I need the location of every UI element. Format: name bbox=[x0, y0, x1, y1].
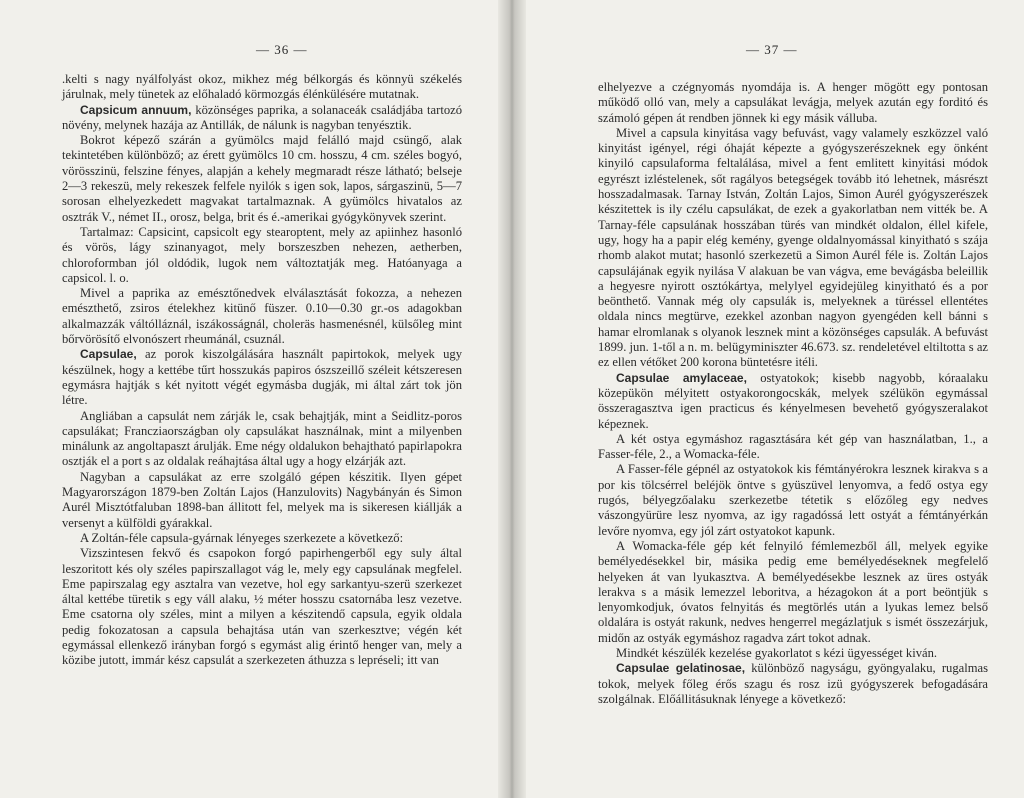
paragraph-text: .kelti s nagy nyálfolyást okoz, mikhez még bélkorgás és könnyü székelés járulnak, mely tünetek az előhaladó körmozgás élénkülésére mutatnak. bbox=[62, 72, 462, 102]
book-gutter bbox=[498, 0, 526, 798]
paragraph-text: A Womacka-féle gép két felnyiló fémlemezből áll, melyek egyike bemélyedésekkel bir, másika pedig eme bemélyedéseknek megfelelő helyeken át van lyukasztva. A bemélyedésekbe lesznek az üres ostyák lerakva s a másik lemezzel leboritva, a hézagokon át a port beöntjük s lenyomkodjuk, óvatos felnyitás és megtörlés után a lyukas lemez belső oldalára is ostyát rakunk, nedves hengerrel megázlatjuk s ismét összezárjuk, midőn az ostyák egymáshoz ragadva zárt tokot adnak. bbox=[598, 538, 988, 645]
paragraph-text: Mivel a paprika az emésztőnedvek elválasztását fokozza, a nehezen emészthető, zsiros ételekhez kitünő füszer. 0.10—0.30 gr.-os adagokban alkalmazzák váltólláznál, iszákosságnál, choleräs hasmenésnél, külsőleg mint bőrvörösítő elvonószert rheumánál, csuznál. bbox=[62, 286, 462, 347]
paragraph bbox=[62, 103, 462, 134]
paragraph bbox=[62, 72, 462, 103]
term-heading: Capsulae gelatinosae, bbox=[616, 661, 746, 676]
paragraph-text: Mindkét készülék kezelése gyakorlatot s kézi ügyességet kiván. bbox=[616, 645, 938, 660]
right-page bbox=[512, 0, 1024, 798]
paragraph bbox=[598, 661, 988, 707]
page-body bbox=[62, 72, 462, 669]
paragraph-text: különböző nagyságu, gyöngyalaku, rugalmas tokok, melyek főleg érős szagu és rosz izü gyógyszerek befogadására szolgálnak. Előállitásuknak lényege a következő: bbox=[598, 661, 989, 706]
paragraph bbox=[598, 462, 988, 538]
paragraph bbox=[62, 470, 462, 531]
paragraph-text: Mivel a capsula kinyitása vagy befuvást, vagy valamely eszközzel való kinyitást igényel, régi óhaját képezte a gyógyszerészeknek egy önként kinyiló capsulaforma feltalálása, mivel a fent emlitett kinyitási módok egyrészt izléstelenek, sőt ragályos betegségek tovább itó lehetnek, másrészt hosszadalmasak. Tarnay István, Zoltán Lajos, Simon Aurél gyógyszerészek készitettek is ily czélu capsulákat, de ezek a gyakorlatban nem vitték be. A Tarnay-féle capsulának hosszában türés van mindkét oldalon, éllel kifele, ugy, hogy ha a papir elég kemény, gyenge oldalnyomással kinyitható s szája rhomb alakot mutat; hasonló szerkezetü a Simon Aurél féle is. Zoltán Lajos capsulájának egyik nyilása V alakuan be van vágva, eme bevágásba beleillik a hegyesre nyirott osztókártya, melylyel egyidejüleg kinyitható és a por beönthető. Vannak még oly capsulák is, melyeknek a türéssel ellentétes oldala nincs megtürve, ezekkel azonban nagyon gyengéden kell bánni s hamar elromlanak s olyanok lesznek mint a közönséges capsulák. A befuvást 1899. jun. 1-től a n. m. belügyminiszter 46.673. sz. rendeletével eltiltotta s az ez ellen vétőket 200 korona büntetésre itéli. bbox=[598, 125, 988, 370]
paragraph bbox=[62, 409, 462, 470]
paragraph bbox=[598, 432, 988, 463]
paragraph-text: Nagyban a capsulákat az erre szolgáló gépen készitik. Ilyen gépet Magyarországon 1879-ben Zoltán Lajos (Hanzulovits) Nagybányán és Simon Aurél Misztótfaluban 1898-ban állitott fel, melyek ma is sikeresen kiállják a versenyt a külföldi gyárakkal. bbox=[62, 469, 462, 530]
paragraph-text: A két ostya egymáshoz ragasztására két gép van használatban, 1., a Fasser-féle, 2., a Womacka-féle. bbox=[598, 431, 988, 462]
paragraph bbox=[598, 646, 988, 661]
paragraph-text: A Zoltán-féle capsula-gyárnak lényeges szerkezete a következő: bbox=[80, 530, 404, 545]
paragraph-text: közönséges paprika, a solanaceák családjába tartozó növény, melynek hazája az Antillák, de nálunk is nagyban tenyésztik. bbox=[62, 102, 463, 132]
paragraph bbox=[62, 531, 462, 546]
paragraph bbox=[598, 539, 988, 646]
paragraph bbox=[598, 371, 988, 432]
page-number: — 36 — bbox=[256, 42, 308, 57]
term-heading: Capsulae, bbox=[80, 347, 137, 362]
paragraph-text: Bokrot képező szárán a gyümölcs majd felálló majd csüngő, alak tekintetében különböző; az érett gyümölcs 10 cm. hosszu, 4 cm. széles bogyó, vörösszinü, felszine fényes, alapján a kehely megmaradt része látható; belseje 2—3 rekeszü, mely rekeszek felfele nyilók s igen sok, lapos, sárgaszinü, 5—7 sorosan elhelyezkedett magvakat tartalmaznak. A gyümölcs hivatalos az osztrák V., német II., orosz, belga, brit és é.-amerikai gyógykönyvek szerint. bbox=[62, 133, 462, 224]
page-number: — 37 — bbox=[746, 42, 798, 57]
term-heading: Capsulae amylaceae, bbox=[616, 370, 747, 385]
paragraph bbox=[62, 347, 462, 408]
paragraph-text: Vizszintesen fekvő és csapokon forgó papirhengerből egy suly által leszoritott kés oly széles papirszallagot vág le, mely egy capsulának megfelel. Eme papirszalag egy asztalra van vezetve, hol egy sarkantyu-szerü szerkezet által kettébe türetik s egy váll alaku, ½ méter hosszu csatornába lesz vezetve. Eme csatorna oly széles, mint a milyen a készitendő capsula, egyik oldala pedig fokozatosan a capsula behajtása után van szerkesztve; végén két egymással ellenkező irányban forgó s egymást alig érintő henger van, mely a közibe jutott, immár kész capsulát a szerkezeten áthuzza s lepréseli; itt van bbox=[62, 546, 462, 668]
paragraph bbox=[62, 133, 462, 225]
term-heading: Capsicum annuum, bbox=[80, 102, 192, 117]
paragraph bbox=[62, 286, 462, 347]
paragraph bbox=[598, 80, 988, 126]
paragraph-text: az porok kiszolgálására használt papirtokok, melyek ugy készülnek, hogy a kettébe tűrt hosszukás papiros ószszeillő széleit kétszeresen egymásra hajtják s két nyitott végét egymásba dugják, mi által zárt tok jön létre. bbox=[62, 347, 462, 408]
paragraph-text: Angliában a capsulát nem zárják le, csak behajtják, mint a Seidlitz-poros capsulákat; Francziaországban oly capsulákat használnak, mint a milyenben minálunk az angoltapaszt árulják. Eme négy oldalukon behajtható papirlapokra osztják el a port s az oldalak reáhajtása által ugy a hogy elzárják azt. bbox=[62, 408, 462, 469]
paragraph bbox=[598, 126, 988, 371]
paragraph-text: ostyatokok; kisebb nagyobb, kóraalaku közepükön mélyitett ostyakorongocskák, melyek szélükön egymással összeragasztva igen practicus és kényelmesen bevehető gyógyszeralakot képeznek. bbox=[598, 370, 988, 431]
paragraph-text: elhelyezve a czégnyomás nyomdája is. A henger mögött egy pontosan működő olló van, mely a capsulákat levágja, melyek azután egy forditó és számoló gépen át rendben jönnek ki egy másik válluba. bbox=[598, 80, 988, 125]
page-body bbox=[598, 80, 988, 707]
paragraph-text: A Fasser-féle gépnél az ostyatokok kis fémtányérokra lesznek kirakva s a por kis tölcsérrel beléjök öntve s gyüszüvel lenyomva, a fedő ostya egy rugós, bélyegzőalaku szerkezetbe tétetik s előzőleg egy nedves vászongyürüre lesz nyomva, az igy ragadóssá lett ostyát a fémtányérkán levőre nyomva, egy jól zárt ostyatokot kapunk. bbox=[598, 462, 988, 538]
paragraph-text: Tartalmaz: Capsicint, capsicolt egy stearoptent, mely az apiinhez hasonló és vörös, lágy szinanyagot, mely borszeszben nehezen, aetherben, chloroformban jól oldódik, lugok nem változtatják meg. Hatóanyaga a capsicol. l. o. bbox=[62, 224, 462, 285]
paragraph bbox=[62, 546, 462, 668]
paragraph bbox=[62, 225, 462, 286]
